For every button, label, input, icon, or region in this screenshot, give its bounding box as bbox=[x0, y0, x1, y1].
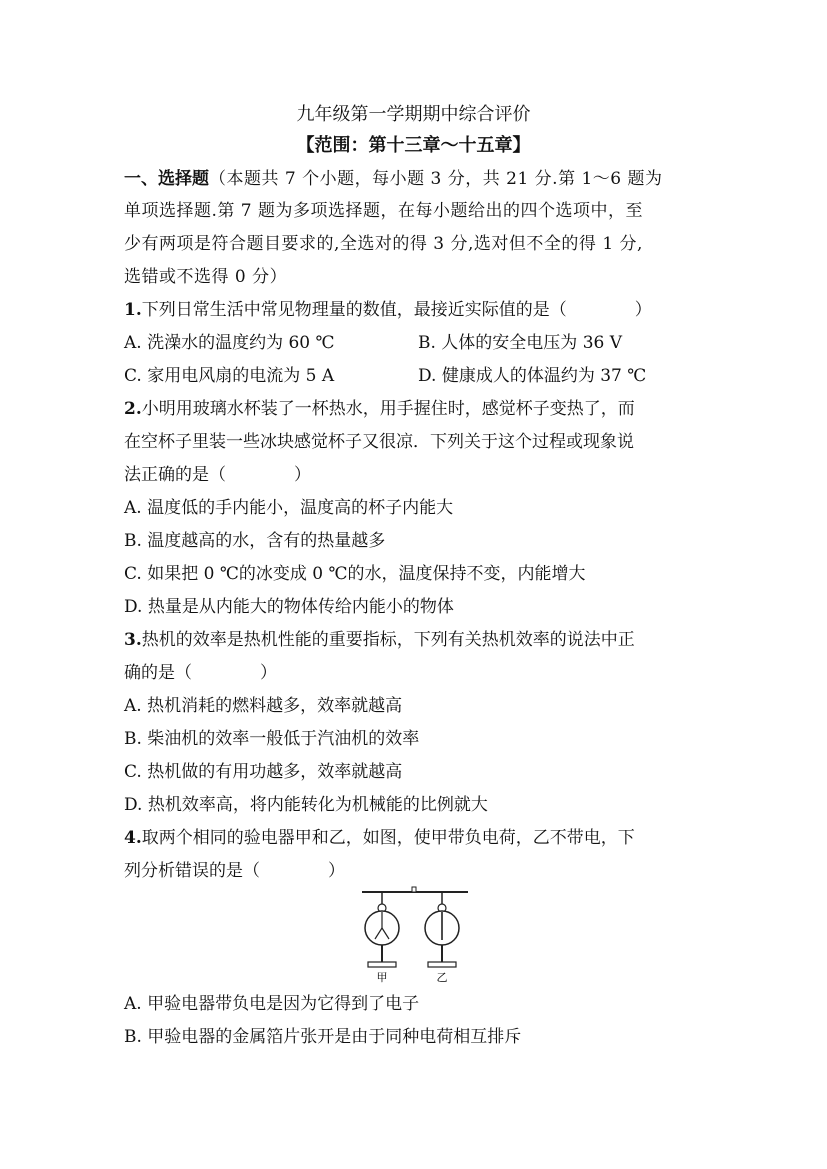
q3-option-b: B. 柴油机的效率一般低于汽油机的效率 bbox=[124, 729, 420, 749]
q2-number: 2. bbox=[124, 399, 142, 419]
q2-option-a: A. 温度低的手内能小，温度高的杯子内能大 bbox=[124, 498, 454, 518]
q2-stem-line-1 bbox=[124, 398, 635, 420]
q1-stem: 下列日常生活中常见物理量的数值，最接近实际值的是（ ） bbox=[141, 300, 652, 320]
q3-stem-line-1 bbox=[124, 629, 635, 651]
q1-options-row-2 bbox=[124, 365, 724, 387]
section1-heading: 一、选择题 bbox=[124, 169, 209, 189]
section1-intro-1: （本题共 7 个小题，每小题 3 分，共 21 分.第 1～6 题为 bbox=[209, 169, 663, 189]
q4-option-b: B. 甲验电器的金属箔片张开是由于同种电荷相互排斥 bbox=[124, 1027, 522, 1047]
exam-scope: 【范围：第十三章～十五章】 bbox=[296, 135, 531, 156]
q2-option-b: B. 温度越高的水，含有的热量越多 bbox=[124, 531, 386, 551]
q4-stem-line-1 bbox=[124, 827, 635, 849]
section1-line-1 bbox=[124, 168, 663, 190]
q4-number: 4. bbox=[124, 828, 142, 848]
q3-option-a: A. 热机消耗的燃料越多，效率就越高 bbox=[124, 696, 403, 716]
electroscope-figure bbox=[356, 884, 476, 984]
q1-options-row-1 bbox=[124, 332, 724, 354]
section1-intro-2: 单项选择题.第 7 题为多项选择题，在每小题给出的四个选项中，至 bbox=[124, 201, 644, 221]
q3-number: 3. bbox=[124, 630, 142, 650]
section1-intro-3: 少有两项是符合题目要求的,全选对的得 3 分,选对但不全的得 1 分, bbox=[124, 234, 643, 254]
q2-stem-line-2: 在空杯子里装一些冰块感觉杯子又很凉．下列关于这个过程或现象说 bbox=[124, 432, 634, 452]
electroscope-left bbox=[365, 892, 399, 967]
q1-stem-line bbox=[124, 299, 652, 321]
electroscope-diagram bbox=[356, 884, 476, 984]
section1-intro-4: 选错或不选得 0 分） bbox=[124, 267, 288, 287]
rod-clip bbox=[412, 887, 416, 892]
q1-option-b: B. 人体的安全电压为 36 V bbox=[418, 333, 623, 353]
q4-stem-1: 取两个相同的验电器甲和乙，如图，使甲带负电荷，乙不带电，下 bbox=[141, 828, 635, 848]
q2-option-d: D. 热量是从内能大的物体传给内能小的物体 bbox=[124, 597, 454, 617]
label-jia: 甲 bbox=[376, 971, 388, 984]
q1-option-a: A. 洗澡水的温度约为 60 ℃ bbox=[124, 333, 335, 353]
q1-number: 1. bbox=[124, 300, 142, 320]
q2-stem-1: 小明用玻璃水杯装了一杯热水，用手握住时，感觉杯子变热了，而 bbox=[141, 399, 635, 419]
q1-option-c: C. 家用电风扇的电流为 5 A bbox=[124, 366, 335, 386]
electroscope-right bbox=[425, 892, 459, 967]
q3-option-c: C. 热机做的有用功越多，效率就越高 bbox=[124, 762, 403, 782]
q3-stem-1: 热机的效率是热机性能的重要指标，下列有关热机效率的说法中正 bbox=[141, 630, 635, 650]
exam-title: 九年级第一学期期中综合评价 bbox=[296, 104, 531, 125]
q3-stem-line-2: 确的是（ ） bbox=[124, 663, 277, 683]
q2-stem-line-3: 法正确的是（ ） bbox=[124, 465, 311, 485]
q3-option-d: D. 热机效率高，将内能转化为机械能的比例就大 bbox=[124, 795, 488, 815]
q1-option-d: D. 健康成人的体温约为 37 ℃ bbox=[418, 366, 647, 386]
q2-option-c: C. 如果把 0 ℃的冰变成 0 ℃的水，温度保持不变，内能增大 bbox=[124, 564, 586, 584]
q4-option-a: A. 甲验电器带负电是因为它得到了电子 bbox=[124, 994, 420, 1014]
q4-stem-line-2: 列分析错误的是（ ） bbox=[124, 861, 345, 881]
label-yi: 乙 bbox=[436, 971, 448, 984]
